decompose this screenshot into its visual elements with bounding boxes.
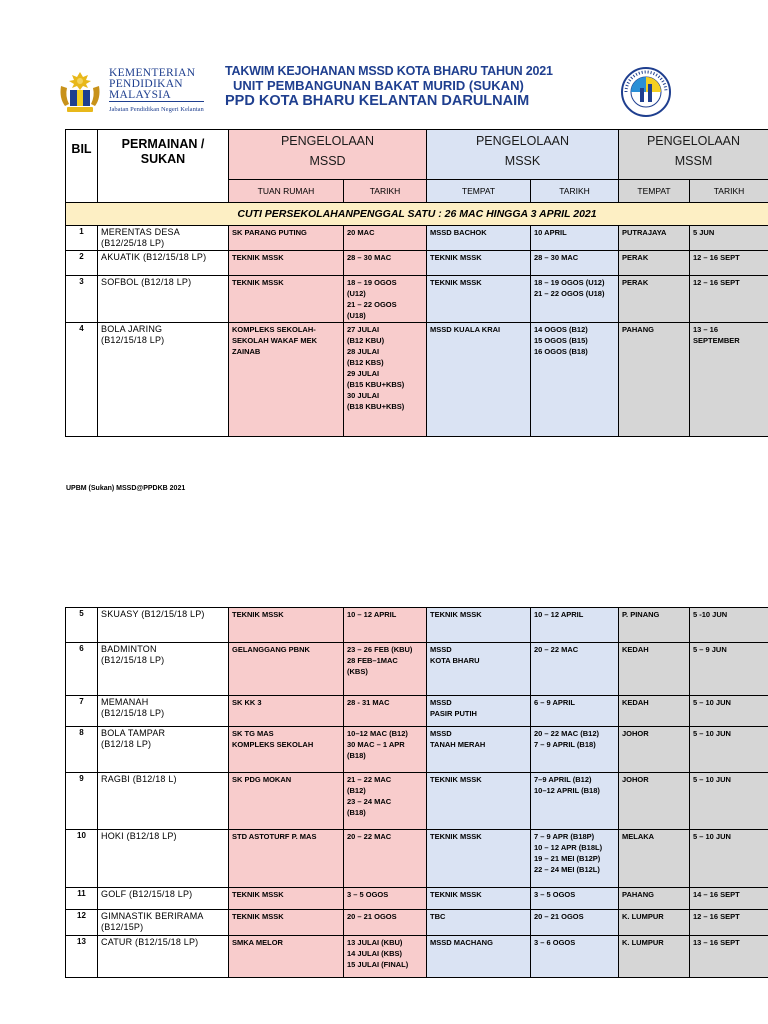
cell-line: (B18) bbox=[347, 751, 366, 760]
cell-mssd-date bbox=[344, 608, 427, 643]
cell-mssd-host bbox=[229, 727, 344, 773]
cell-mssd-host bbox=[229, 910, 344, 936]
cell-line: TEKNIK MSSK bbox=[430, 278, 482, 287]
cell-line: 28 JULAI bbox=[347, 347, 380, 356]
holiday-row bbox=[66, 203, 768, 226]
cell-mssm-date bbox=[690, 910, 768, 936]
cell-line: 21 – 22 OGOS (U18) bbox=[534, 289, 605, 298]
cell-line: P. PINANG bbox=[622, 610, 660, 619]
cell-mssk-place bbox=[427, 773, 531, 830]
cell-mssd-date bbox=[344, 888, 427, 910]
cell-mssd-date bbox=[344, 936, 427, 978]
cell-mssm-date bbox=[690, 323, 768, 437]
cell-line: 21 – 22 OGOS bbox=[347, 300, 397, 309]
table-row bbox=[66, 226, 768, 251]
cell-line: (B12/18 LP) bbox=[101, 739, 152, 749]
cell-line: BOLA JARING bbox=[101, 324, 163, 334]
cell-line: SEPTEMBER bbox=[693, 336, 740, 345]
cell-bil: 7 bbox=[66, 696, 98, 727]
cell-sport bbox=[98, 696, 229, 727]
cell-mssd-date bbox=[344, 910, 427, 936]
group-label: MSSD bbox=[309, 154, 346, 168]
cell-line: (B12 KBU) bbox=[347, 336, 385, 345]
cell-sport bbox=[98, 830, 229, 888]
cell-mssk-place bbox=[427, 226, 531, 251]
cell-mssk-place bbox=[427, 276, 531, 323]
cell-line: TEKNIK MSSK bbox=[232, 610, 284, 619]
footer-note: UPBM (Sukan) MSSD@PPDKB 2021 bbox=[66, 485, 186, 492]
cell-mssd-date bbox=[344, 323, 427, 437]
cell-line: GELANGGANG PBNK bbox=[232, 645, 310, 654]
cell-bil: 4 bbox=[66, 323, 98, 437]
cell-mssk-date bbox=[531, 226, 619, 251]
cell-sport bbox=[98, 251, 229, 276]
cell-line: SK PDG MOKAN bbox=[232, 775, 292, 784]
cell-bil: 11 bbox=[66, 888, 98, 910]
cell-line: HOKI (B12/18 LP) bbox=[101, 831, 177, 841]
cell-line: 18 – 19 OGOS bbox=[347, 278, 397, 287]
cell-line: 18 – 19 OGOS (U12) bbox=[534, 278, 605, 287]
cell-mssd-date bbox=[344, 276, 427, 323]
cell-bil: 9 bbox=[66, 773, 98, 830]
table-row bbox=[66, 936, 768, 978]
cell-mssm-place bbox=[619, 888, 690, 910]
cell-mssm-date bbox=[690, 727, 768, 773]
cell-mssk-place bbox=[427, 910, 531, 936]
cell-line: MERENTAS DESA bbox=[101, 227, 180, 237]
cell-line: (B18) bbox=[347, 808, 366, 817]
cell-mssm-date bbox=[690, 696, 768, 727]
cell-mssm-place bbox=[619, 608, 690, 643]
cell-mssk-date bbox=[531, 936, 619, 978]
cell-mssm-place bbox=[619, 830, 690, 888]
cell-line: MELAKA bbox=[622, 832, 655, 841]
cell-mssd-host bbox=[229, 608, 344, 643]
group-label: MSSK bbox=[504, 154, 541, 168]
cell-bil: 12 bbox=[66, 910, 98, 936]
cell-line: TANAH MERAH bbox=[430, 740, 486, 749]
cell-line: 28 FEB–1MAC bbox=[347, 656, 398, 665]
cell-line: K. LUMPUR bbox=[622, 938, 664, 947]
table-row bbox=[66, 727, 768, 773]
header-row bbox=[66, 130, 768, 180]
cell-mssk-date bbox=[531, 323, 619, 437]
cell-mssm-date bbox=[690, 773, 768, 830]
cell-mssk-place bbox=[427, 727, 531, 773]
cell-line: 13 – 16 bbox=[693, 325, 719, 334]
cell-line: 28 – 30 MAC bbox=[347, 253, 392, 262]
cell-line: 5 – 10 JUN bbox=[693, 775, 731, 784]
cell-mssm-date bbox=[690, 608, 768, 643]
cell-mssm-date bbox=[690, 830, 768, 888]
cell-line: 20 – 21 OGOS bbox=[534, 912, 584, 921]
cell-line: MSSD KUALA KRAI bbox=[430, 325, 501, 334]
title-line-1: TAKWIM KEJOHANAN MSSD KOTA BHARU TAHUN 2021 bbox=[225, 64, 553, 78]
cell-mssm-date bbox=[690, 226, 768, 251]
cell-line: K. LUMPUR bbox=[622, 912, 664, 921]
cell-mssm-date bbox=[690, 936, 768, 978]
table-row bbox=[66, 251, 768, 276]
cell-line: 22 – 24 MEI (B12L) bbox=[534, 865, 600, 874]
cell-mssk-date bbox=[531, 910, 619, 936]
cell-line: 23 – 24 MAC bbox=[347, 797, 392, 806]
ministry-line-1: KEMENTERIAN bbox=[109, 67, 196, 79]
cell-sport bbox=[98, 773, 229, 830]
cell-line: 3 – 5 OGOS bbox=[534, 890, 576, 899]
cell-line: 12 – 16 SEPT bbox=[693, 253, 740, 262]
cell-mssm-place bbox=[619, 643, 690, 696]
cell-mssk-place bbox=[427, 936, 531, 978]
cell-line: MSSD bbox=[430, 698, 452, 707]
cell-line: (B12/15/18 LP) bbox=[101, 708, 165, 718]
cell-line: (B12/25/18 LP) bbox=[101, 238, 165, 248]
cell-mssm-place bbox=[619, 323, 690, 437]
cell-line: PAHANG bbox=[622, 890, 654, 899]
group-label: MSSM bbox=[674, 154, 713, 168]
calendar-table-page-2 bbox=[65, 607, 768, 978]
cell-line: 10–12 MAC (B12) bbox=[347, 729, 408, 738]
table-row bbox=[66, 830, 768, 888]
title-line-2: UNIT PEMBANGUNAN BAKAT MURID (SUKAN) bbox=[233, 78, 524, 93]
cell-line: 7 – 9 APR (B18P) bbox=[534, 832, 595, 841]
cell-mssm-place bbox=[619, 226, 690, 251]
cell-line: GIMNASTIK BERIRAMA bbox=[101, 911, 204, 921]
cell-line: 20 – 21 OGOS bbox=[347, 912, 397, 921]
cell-line: JOHOR bbox=[622, 775, 649, 784]
cell-line: TEKNIK MSSK bbox=[430, 253, 482, 262]
cell-line: GOLF (B12/15/18 LP) bbox=[101, 889, 193, 899]
cell-line: 10 – 12 APRIL bbox=[347, 610, 397, 619]
cell-mssk-place bbox=[427, 888, 531, 910]
cell-mssk-date bbox=[531, 251, 619, 276]
malaysia-coat-of-arms-icon bbox=[55, 68, 105, 114]
cell-mssm-place bbox=[619, 696, 690, 727]
cell-mssm-place bbox=[619, 773, 690, 830]
cell-line: JOHOR bbox=[622, 729, 649, 738]
cell-line: TEKNIK MSSK bbox=[430, 610, 482, 619]
ministry-subtitle: Jabatan Pendidikan Negeri Kelantan bbox=[109, 106, 204, 113]
cell-line: (U18) bbox=[347, 311, 366, 320]
document-title bbox=[225, 64, 560, 110]
cell-mssd-host bbox=[229, 888, 344, 910]
cell-mssk-place bbox=[427, 251, 531, 276]
col-header-mssm bbox=[619, 130, 768, 180]
cell-line: 20 – 22 MAC bbox=[347, 832, 392, 841]
cell-line: MSSD bbox=[430, 729, 452, 738]
group-label: PENGELOLAAN bbox=[646, 134, 741, 148]
cell-line: 10 – 12 APRIL bbox=[534, 610, 584, 619]
cell-line: KOTA BHARU bbox=[430, 656, 480, 665]
cell-line: 14 JULAI (KBS) bbox=[347, 949, 403, 958]
table-row bbox=[66, 696, 768, 727]
cell-bil: 8 bbox=[66, 727, 98, 773]
ministry-line-3: MALAYSIA bbox=[109, 90, 204, 102]
cell-line: CATUR (B12/15/18 LP) bbox=[101, 937, 199, 947]
table-row bbox=[66, 276, 768, 323]
cell-line: (B12/15P) bbox=[101, 922, 144, 932]
cell-mssd-host bbox=[229, 643, 344, 696]
table-row bbox=[66, 323, 768, 437]
cell-line: 20 MAC bbox=[347, 228, 375, 237]
subheader-mssk-place: TEMPAT bbox=[427, 180, 531, 203]
cell-bil: 3 bbox=[66, 276, 98, 323]
cell-line: 14 – 16 SEPT bbox=[693, 890, 740, 899]
cell-line: 23 – 26 FEB (KBU) bbox=[347, 645, 413, 654]
cell-mssd-date bbox=[344, 226, 427, 251]
table-row bbox=[66, 910, 768, 936]
cell-mssm-date bbox=[690, 251, 768, 276]
cell-line: SK TG MAS bbox=[232, 729, 274, 738]
cell-mssd-date bbox=[344, 727, 427, 773]
cell-line: 3 – 6 OGOS bbox=[534, 938, 576, 947]
cell-line: 30 JULAI bbox=[347, 391, 380, 400]
cell-mssm-place bbox=[619, 910, 690, 936]
cell-mssd-host bbox=[229, 251, 344, 276]
cell-line: SK KK 3 bbox=[232, 698, 262, 707]
cell-line: (B12) bbox=[347, 786, 366, 795]
cell-mssd-host bbox=[229, 696, 344, 727]
group-label: PENGELOLAAN bbox=[280, 134, 375, 148]
cell-line: BOLA TAMPAR bbox=[101, 728, 166, 738]
cell-line: 12 – 16 SEPT bbox=[693, 912, 740, 921]
cell-line: TEKNIK MSSK bbox=[232, 912, 284, 921]
cell-line: TEKNIK MSSK bbox=[430, 890, 482, 899]
cell-line: ZAINAB bbox=[232, 347, 261, 356]
cell-line: MEMANAH bbox=[101, 697, 149, 707]
cell-mssk-place bbox=[427, 696, 531, 727]
cell-bil: 2 bbox=[66, 251, 98, 276]
cell-mssd-date bbox=[344, 643, 427, 696]
cell-sport bbox=[98, 608, 229, 643]
cell-mssk-place bbox=[427, 608, 531, 643]
cell-mssk-date bbox=[531, 696, 619, 727]
cell-mssm-date bbox=[690, 888, 768, 910]
cell-line: TEKNIK MSSK bbox=[232, 253, 284, 262]
cell-line: 5 -10 JUN bbox=[693, 610, 728, 619]
cell-mssd-host bbox=[229, 276, 344, 323]
table-body-page-1 bbox=[66, 226, 768, 437]
cell-line: KEDAH bbox=[622, 698, 649, 707]
cell-mssm-date bbox=[690, 276, 768, 323]
subheader-mssk-date: TARIKH bbox=[531, 180, 619, 203]
ministry-line-2: PENDIDIKAN bbox=[109, 78, 183, 90]
col-header-mssk bbox=[427, 130, 619, 180]
cell-line: TEKNIK MSSK bbox=[232, 278, 284, 287]
cell-sport bbox=[98, 910, 229, 936]
cell-mssd-date bbox=[344, 251, 427, 276]
cell-line: 10 APRIL bbox=[534, 228, 567, 237]
calendar-table-page-1 bbox=[65, 129, 768, 437]
cell-line: 19 – 21 MEI (B12P) bbox=[534, 854, 601, 863]
cell-line: SMKA MELOR bbox=[232, 938, 283, 947]
cell-line: 28 – 30 MAC bbox=[534, 253, 579, 262]
cell-sport bbox=[98, 727, 229, 773]
table-row bbox=[66, 643, 768, 696]
cell-mssk-date bbox=[531, 727, 619, 773]
cell-mssk-place bbox=[427, 323, 531, 437]
cell-line: (B12 KBS) bbox=[347, 358, 384, 367]
table-body-page-2 bbox=[66, 608, 768, 978]
cell-line: (U12) bbox=[347, 289, 366, 298]
cell-mssd-host bbox=[229, 773, 344, 830]
subheader-mssm-place: TEMPAT bbox=[619, 180, 690, 203]
cell-sport bbox=[98, 936, 229, 978]
cell-line: MSSD BACHOK bbox=[430, 228, 487, 237]
cell-line: 5 – 10 JUN bbox=[693, 729, 731, 738]
cell-line: 7–9 APRIL (B12) bbox=[534, 775, 592, 784]
subheader-mssd-date: TARIKH bbox=[344, 180, 427, 203]
cell-line: 21 – 22 MAC bbox=[347, 775, 392, 784]
cell-line: SKUASY (B12/15/18 LP) bbox=[101, 609, 205, 619]
cell-mssd-host bbox=[229, 323, 344, 437]
cell-line: SK PARANG PUTING bbox=[232, 228, 307, 237]
cell-line: (B15 KBU+KBS) bbox=[347, 380, 405, 389]
cell-line: PERAK bbox=[622, 278, 649, 287]
cell-mssm-place bbox=[619, 251, 690, 276]
cell-line: PERAK bbox=[622, 253, 649, 262]
cell-line: 20 – 22 MAC (B12) bbox=[534, 729, 600, 738]
cell-line: TBC bbox=[430, 912, 446, 921]
cell-line: 7 – 9 APRIL (B18) bbox=[534, 740, 596, 749]
cell-mssd-host bbox=[229, 936, 344, 978]
cell-line: 10 – 12 APR (B18L) bbox=[534, 843, 603, 852]
cell-line: 28 - 31 MAC bbox=[347, 698, 390, 707]
cell-line: MSSD bbox=[430, 645, 452, 654]
cell-line: (B18 KBU+KBS) bbox=[347, 402, 405, 411]
cell-sport bbox=[98, 226, 229, 251]
cell-line: (KBS) bbox=[347, 667, 368, 676]
cell-mssd-host bbox=[229, 830, 344, 888]
ministry-wordmark bbox=[109, 68, 204, 115]
cell-mssk-date bbox=[531, 888, 619, 910]
cell-line: KOMPLEKS SEKOLAH- bbox=[232, 325, 316, 334]
cell-line: AKUATIK (B12/15/18 LP) bbox=[101, 252, 207, 262]
col-header-mssd bbox=[229, 130, 427, 180]
table-row bbox=[66, 888, 768, 910]
cell-mssm-place bbox=[619, 276, 690, 323]
cell-mssk-place bbox=[427, 643, 531, 696]
cell-sport bbox=[98, 643, 229, 696]
cell-line: 13 – 16 SEPT bbox=[693, 938, 740, 947]
cell-line: TEKNIK MSSK bbox=[232, 890, 284, 899]
cell-line: 15 JULAI (FINAL) bbox=[347, 960, 409, 969]
cell-bil: 13 bbox=[66, 936, 98, 978]
cell-line: 5 – 10 JUN bbox=[693, 698, 731, 707]
cell-line: 30 MAC – 1 APR bbox=[347, 740, 405, 749]
col-header-bil: BIL bbox=[66, 130, 98, 203]
cell-line: 29 JULAI bbox=[347, 369, 380, 378]
cell-line: 27 JULAI bbox=[347, 325, 380, 334]
cell-line: 5 – 10 JUN bbox=[693, 832, 731, 841]
cell-line: STD ASTOTURF P. MAS bbox=[232, 832, 317, 841]
cell-mssk-date bbox=[531, 643, 619, 696]
cell-line: (B12/15/18 LP) bbox=[101, 335, 165, 345]
cell-line: RAGBI (B12/18 L) bbox=[101, 774, 177, 784]
cell-line: PAHANG bbox=[622, 325, 654, 334]
table-row bbox=[66, 608, 768, 643]
cell-line: SEKOLAH WAKAF MEK bbox=[232, 336, 317, 345]
cell-line: (B12/15/18 LP) bbox=[101, 655, 165, 665]
cell-mssm-date bbox=[690, 643, 768, 696]
document-header bbox=[0, 0, 768, 130]
cell-mssk-date bbox=[531, 608, 619, 643]
cell-mssm-place bbox=[619, 727, 690, 773]
cell-bil: 10 bbox=[66, 830, 98, 888]
cell-mssd-date bbox=[344, 830, 427, 888]
cell-line: 20 – 22 MAC bbox=[534, 645, 579, 654]
title-line-3: PPD KOTA BHARU KELANTAN DARULNAIM bbox=[225, 93, 530, 109]
cell-line: BADMINTON bbox=[101, 644, 157, 654]
cell-mssd-host bbox=[229, 226, 344, 251]
cell-line: SOFBOL (B12/18 LP) bbox=[101, 277, 192, 287]
cell-mssm-place bbox=[619, 936, 690, 978]
cell-line: 5 – 9 JUN bbox=[693, 645, 727, 654]
cell-mssk-date bbox=[531, 830, 619, 888]
cell-bil: 5 bbox=[66, 608, 98, 643]
cell-line: KOMPLEKS SEKOLAH bbox=[232, 740, 314, 749]
cell-mssd-date bbox=[344, 696, 427, 727]
cell-line: KEDAH bbox=[622, 645, 649, 654]
col-header-sport: PERMAINAN / SUKAN bbox=[98, 130, 229, 203]
cell-line: 6 – 9 APRIL bbox=[534, 698, 575, 707]
subheader-mssd-host: TUAN RUMAH bbox=[229, 180, 344, 203]
cell-line: PASIR PUTIH bbox=[430, 709, 477, 718]
ppd-kota-bharu-logo-icon bbox=[620, 66, 672, 118]
cell-line: TEKNIK MSSK bbox=[430, 832, 482, 841]
cell-mssk-date bbox=[531, 276, 619, 323]
cell-bil: 1 bbox=[66, 226, 98, 251]
subheader-mssm-date: TARIKH bbox=[690, 180, 768, 203]
cell-line: 10–12 APRIL (B18) bbox=[534, 786, 600, 795]
cell-mssd-date bbox=[344, 773, 427, 830]
cell-line: 12 – 16 SEPT bbox=[693, 278, 740, 287]
cell-line: 5 JUN bbox=[693, 228, 715, 237]
cell-sport bbox=[98, 276, 229, 323]
cell-line: MSSD MACHANG bbox=[430, 938, 493, 947]
cell-line: 13 JULAI (KBU) bbox=[347, 938, 403, 947]
holiday-note: CUTI PERSEKOLAHANPENGGAL SATU : 26 MAC HINGGA 3 APRIL 2021 bbox=[66, 203, 768, 226]
table-row bbox=[66, 773, 768, 830]
cell-line: 15 OGOS (B15) bbox=[534, 336, 588, 345]
cell-mssk-date bbox=[531, 773, 619, 830]
cell-line: PUTRAJAYA bbox=[622, 228, 667, 237]
cell-sport bbox=[98, 323, 229, 437]
cell-line: TEKNIK MSSK bbox=[430, 775, 482, 784]
cell-line: 3 – 5 OGOS bbox=[347, 890, 389, 899]
cell-bil: 6 bbox=[66, 643, 98, 696]
cell-line: 16 OGOS (B18) bbox=[534, 347, 588, 356]
cell-sport bbox=[98, 888, 229, 910]
cell-mssk-place bbox=[427, 830, 531, 888]
cell-line: 14 OGOS (B12) bbox=[534, 325, 588, 334]
group-label: PENGELOLAAN bbox=[475, 134, 570, 148]
